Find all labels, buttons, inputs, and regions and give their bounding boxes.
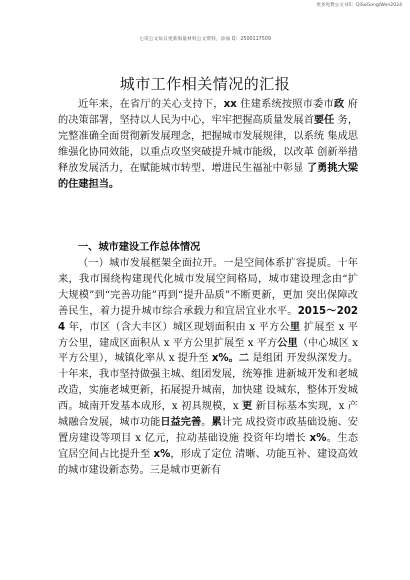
intro-paragraph: [58, 97, 358, 192]
document-title: 城市工作相关情况的汇报: [119, 75, 291, 93]
section-emphasis: x%: [153, 448, 171, 460]
section-emphasis: 更: [242, 401, 253, 413]
intro-text: 府的决策部署，坚持以人民为中心，牢牢把握高质量发展首: [58, 99, 358, 126]
section-emphasis: x%。二: [211, 353, 250, 365]
section-text: ，形成了定位 清晰、功能互补、建设高效的城市建设新态势。三是城市更新有: [58, 448, 358, 476]
section-emphasis: 里: [289, 321, 301, 333]
intro-emphasis: 要任: [313, 114, 335, 126]
section-heading: 一、城市建设工作总体情况: [78, 242, 201, 253]
intro-text: 近年来，在省厅的关心支持下，: [78, 99, 224, 110]
intro-emphasis: 了勇挑大梁的住建担当。: [58, 162, 359, 190]
notice-line: 七哥公文每日更新海量材料公文资料，添加 Q：2500117509: [139, 37, 271, 42]
section-text: 扩展至 x 平方公里，建成区面积从 x 平方公里扩展至 x 平方: [58, 321, 358, 349]
section-text: 。: [201, 417, 212, 429]
header-strip: 更多免费公文书5：QiSoGong/Wen2024: [316, 3, 402, 8]
section-emphasis: 公里: [277, 337, 298, 349]
section-emphasis: x%: [309, 432, 327, 444]
section-paragraph: [58, 256, 358, 479]
intro-text: 务，完整准确全面贯彻新发展理念，把握城市发展规律，以系统 集成思维强化协同效能，以重点攻坚突破提升城市能级，以改革 创新举措释放发展活力，在赋能城市转型、增进民生福祉中彰显: [58, 114, 359, 174]
intro-text: 住建系统按照市委市: [236, 99, 334, 110]
section-emphasis: 日益完善: [160, 417, 202, 429]
intro-emphasis: 政: [333, 99, 345, 110]
section-text: 年，市区（含大丰区）城区现划面积由 x 平方公: [65, 321, 290, 333]
section-text: 计完 成投资市政基础设施、安置房建设等项目 x 亿元，拉动基础设施 投资年均增长: [58, 417, 358, 444]
section-text: 新目标基本实现，x 产城融合发展，城市功能: [58, 401, 358, 429]
section-emphasis: 2015～2024: [58, 305, 358, 333]
section-emphasis: 累: [211, 417, 222, 429]
intro-emphasis: xx: [223, 99, 237, 110]
section-text: （一）城市发展框架全面拉开。一是空间体系扩容提质。十年来，我市围绕构建现代化城市发展空间格局，城市建设理念由“扩大规模”到“完善功能”再到“提升品质”不断更新，更加 突出保障改善民生，着力提升城市综合承载力和宜居宜业水平。: [58, 258, 358, 317]
section-text: （中心城区 x 平方公里），城镇化率从 x 提升至: [58, 337, 358, 365]
section-text: 。生态宜居空间占比提升至: [58, 432, 359, 460]
section-text: 是组团 开发纵深发力。十年来，我市坚持做强主城、组团发展，统筹推 进新城开发和老城改造，实施老城更新，拓展提升城南，加快建 设城东，整体开发城西。城南开发基本成形，x 初具规模，x: [58, 353, 359, 413]
